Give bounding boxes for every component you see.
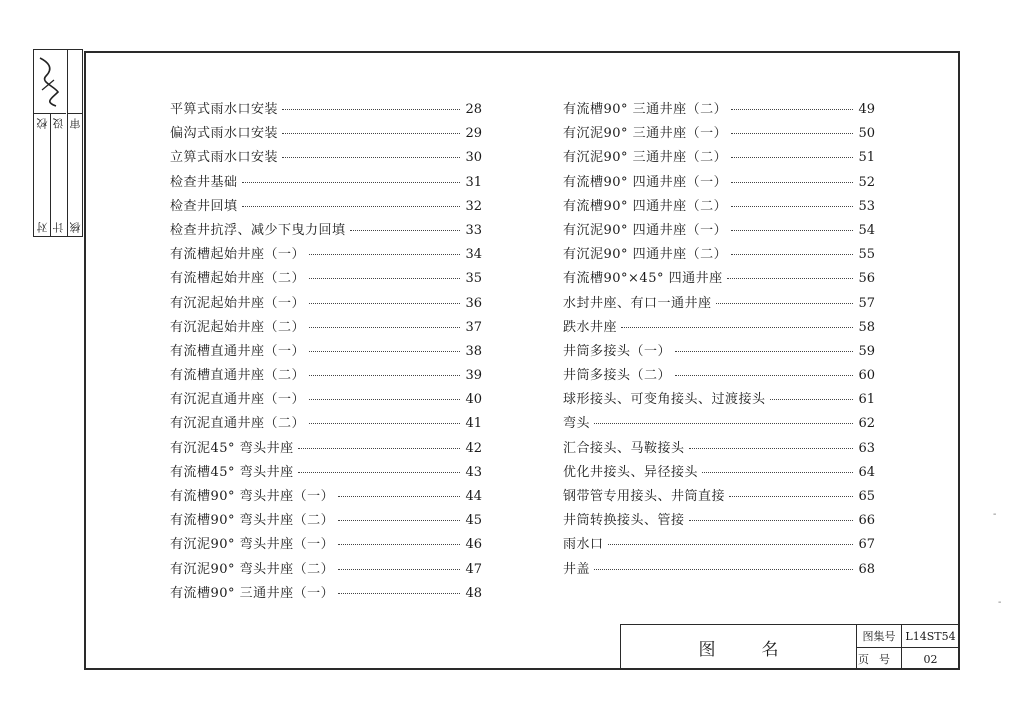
margin-mark: - (993, 509, 997, 520)
sidebar-text: 设 (52, 118, 65, 129)
dot-leader (731, 230, 853, 231)
sidebar-text: 对 (35, 222, 49, 233)
toc-entry-title: 有沉泥90° 三通井座（一） (563, 126, 728, 142)
toc-entry-page: 57 (858, 295, 875, 311)
margin-mark: - (998, 597, 1002, 608)
toc-entry-page: 52 (858, 174, 875, 190)
toc-entry-title: 有沉泥90° 四通井座（二） (563, 247, 728, 263)
dot-leader (338, 593, 460, 594)
toc-entry-title: 水封井座、有口一通井座 (563, 295, 712, 311)
toc-column-left (170, 98, 482, 606)
toc-entry-title: 有流槽起始井座（一） (170, 247, 306, 263)
toc-entry (563, 340, 875, 364)
toc-entry-page: 49 (858, 102, 875, 117)
toc-entry-page: 30 (465, 150, 482, 166)
toc-entry-page: 39 (465, 368, 482, 384)
toc-entry (170, 582, 482, 606)
dot-leader (338, 496, 460, 497)
dot-leader (594, 423, 853, 424)
dot-leader (338, 520, 460, 521)
atlas-number-label: 图集号 (857, 625, 902, 648)
dot-leader (716, 303, 853, 304)
toc-entry-title: 有流槽90° 三通井座（一） (170, 585, 335, 601)
toc-entry-title: 有流槽起始井座（二） (170, 271, 306, 287)
dot-leader (282, 109, 460, 110)
toc-entry (170, 509, 482, 533)
dot-leader (309, 399, 460, 400)
toc-entry-title: 有沉泥直通井座（二） (170, 416, 306, 432)
toc-entry-page: 44 (465, 489, 482, 504)
toc-entry-title: 有沉泥起始井座（二） (170, 319, 306, 335)
dot-leader (731, 109, 853, 110)
toc-entry-title: 有流槽90° 四通井座（一） (563, 174, 728, 190)
toc-entry-page: 37 (465, 319, 482, 335)
toc-entry-page: 28 (465, 102, 482, 117)
toc-entry-page: 54 (858, 222, 875, 238)
toc-entry (563, 558, 875, 582)
toc-entry-page: 41 (465, 416, 482, 432)
toc-entry-page: 58 (858, 319, 875, 335)
toc-entry (170, 316, 482, 340)
toc-entry-title: 跌水井座 (563, 319, 618, 335)
dot-leader (702, 472, 853, 473)
toc-entry-page: 63 (858, 440, 875, 456)
toc-entry-title: 球形接头、可变角接头、过渡接头 (563, 392, 766, 408)
toc-entry (563, 364, 875, 388)
toc-entry-title: 有流槽90° 三通井座（二） (563, 102, 728, 117)
dot-leader (309, 327, 460, 328)
toc-entry (170, 171, 482, 195)
toc-entry-page: 42 (465, 440, 482, 456)
toc-entry-title: 钢带管专用接头、井筒直接 (563, 489, 726, 504)
toc-entry-title: 优化井接头、异径接头 (563, 464, 699, 480)
toc-entry-title: 井筒多接头（一） (563, 343, 672, 359)
dot-leader (309, 375, 460, 376)
toc-entry (563, 219, 875, 243)
toc-entry (170, 558, 482, 582)
toc-entry (563, 412, 875, 436)
toc-entry-title: 检查井回填 (170, 198, 238, 214)
dot-leader (675, 351, 853, 352)
dot-leader (621, 327, 853, 328)
drawing-name-label: 图名 (621, 625, 857, 670)
toc-entry-page: 62 (858, 416, 875, 432)
dot-leader (731, 206, 853, 207)
toc-entry-page: 59 (858, 343, 875, 359)
sidebar-col-proofread (34, 113, 50, 237)
toc-entry (170, 195, 482, 219)
dot-leader (689, 520, 853, 521)
dot-leader (731, 133, 853, 134)
toc-entry (563, 195, 875, 219)
dot-leader (338, 544, 460, 545)
page-number-label: 页号 (857, 648, 902, 670)
toc-entry-page: 47 (465, 561, 482, 577)
toc-entry-page: 50 (858, 126, 875, 142)
toc-entry-title: 偏沟式雨水口安装 (170, 126, 279, 142)
toc-entry-page: 45 (465, 513, 482, 529)
dot-leader (731, 182, 853, 183)
signature-mark (34, 50, 67, 113)
toc-entry (170, 388, 482, 412)
toc-entry-page: 29 (465, 126, 482, 142)
dot-leader (282, 157, 460, 158)
toc-entry-page: 53 (858, 198, 875, 214)
toc-entry-page: 64 (858, 464, 875, 480)
page-number-value: 02 (923, 652, 938, 666)
toc-entry (563, 485, 875, 509)
toc-entry (563, 533, 875, 557)
toc-entry-title: 有沉泥直通井座（一） (170, 392, 306, 408)
sidebar-col-review (67, 113, 83, 237)
dot-leader (282, 133, 460, 134)
toc-entry-title: 有流槽直通井座（一） (170, 343, 306, 359)
toc-entry-title: 有沉泥90° 弯头井座（一） (170, 537, 335, 553)
toc-column-right (563, 98, 875, 582)
toc-entry (563, 243, 875, 267)
toc-entry-page: 43 (465, 464, 482, 480)
toc-entry (170, 146, 482, 170)
toc-entry-title: 有沉泥90° 弯头井座（二） (170, 561, 335, 577)
toc-entry-title: 井盖 (563, 561, 591, 577)
toc-entry-page: 67 (858, 537, 875, 553)
approval-sidebar (33, 49, 83, 237)
dot-leader (242, 182, 460, 183)
toc-entry-page: 61 (858, 392, 875, 408)
dot-leader (309, 254, 460, 255)
toc-entry (170, 461, 482, 485)
toc-entry-page: 33 (465, 222, 482, 238)
toc-entry-title: 井筒多接头（二） (563, 368, 672, 384)
sidebar-text: 核 (69, 222, 82, 233)
dot-leader (298, 448, 460, 449)
toc-entry-page: 35 (465, 271, 482, 287)
toc-entry (170, 219, 482, 243)
toc-entry (170, 412, 482, 436)
dot-leader (338, 569, 460, 570)
toc-entry-title: 检查井基础 (170, 174, 238, 190)
toc-entry-title: 汇合接头、马鞍接头 (563, 440, 685, 456)
toc-entry (563, 267, 875, 291)
toc-entry (563, 171, 875, 195)
toc-entry-title: 有流槽45° 弯头井座 (170, 464, 294, 480)
sidebar-text: 校 (35, 118, 49, 129)
toc-entry-title: 有流槽90° 四通井座（二） (563, 198, 728, 214)
toc-entry (563, 316, 875, 340)
dot-leader (350, 230, 460, 231)
dot-leader (594, 569, 853, 570)
toc-entry (170, 485, 482, 509)
toc-entry-page: 48 (465, 585, 482, 601)
dot-leader (309, 423, 460, 424)
dot-leader (731, 254, 853, 255)
toc-entry-page: 40 (465, 392, 482, 408)
toc-entry-page: 31 (465, 174, 482, 190)
toc-entry (170, 122, 482, 146)
toc-entry (563, 437, 875, 461)
toc-entry-page: 68 (858, 561, 875, 577)
toc-entry (170, 533, 482, 557)
toc-entry-title: 平箅式雨水口安装 (170, 102, 279, 117)
toc-entry-page: 36 (465, 295, 482, 311)
toc-entry-title: 有流槽90° 弯头井座（二） (170, 513, 335, 529)
toc-entry-page: 32 (465, 198, 482, 214)
dot-leader (298, 472, 460, 473)
toc-entry-page: 60 (858, 368, 875, 384)
toc-entry-page: 51 (858, 150, 875, 166)
toc-entry (170, 364, 482, 388)
dot-leader (309, 278, 460, 279)
toc-entry-page: 46 (465, 537, 482, 553)
toc-entry (170, 340, 482, 364)
toc-entry-title: 有沉泥90° 四通井座（一） (563, 222, 728, 238)
toc-entry-page: 55 (858, 247, 875, 263)
toc-entry (563, 98, 875, 122)
dot-leader (689, 448, 853, 449)
toc-entry-page: 65 (858, 489, 875, 504)
dot-leader (608, 544, 853, 545)
toc-entry-title: 有沉泥45° 弯头井座 (170, 440, 294, 456)
toc-entry (563, 122, 875, 146)
toc-entry (563, 388, 875, 412)
dot-leader (729, 496, 853, 497)
toc-entry-page: 66 (858, 513, 875, 529)
toc-entry-page: 56 (858, 271, 875, 287)
dot-leader (675, 375, 853, 376)
toc-entry-title: 有流槽直通井座（二） (170, 368, 306, 384)
sidebar-text: 审 (69, 118, 82, 129)
toc-entry-page: 38 (465, 343, 482, 359)
toc-entry (170, 437, 482, 461)
toc-entry-title: 雨水口 (563, 537, 604, 553)
toc-entry (170, 292, 482, 316)
title-block (620, 624, 960, 670)
toc-entry-title: 有沉泥起始井座（一） (170, 295, 306, 311)
toc-entry-title: 井筒转换接头、管接 (563, 513, 685, 529)
toc-entry (563, 509, 875, 533)
toc-entry (170, 98, 482, 122)
toc-entry-title: 有流槽90° 弯头井座（一） (170, 489, 335, 504)
toc-entry-title: 有流槽90°×45° 四通井座 (563, 271, 723, 287)
dot-leader (309, 303, 460, 304)
toc-entry (170, 243, 482, 267)
sidebar-col-design (50, 113, 66, 237)
toc-entry-title: 有沉泥90° 三通井座（二） (563, 150, 728, 166)
toc-entry-title: 弯头 (563, 416, 591, 432)
toc-entry-title: 立箅式雨水口安装 (170, 150, 279, 166)
dot-leader (770, 399, 853, 400)
toc-entry (563, 146, 875, 170)
toc-entry (563, 292, 875, 316)
dot-leader (242, 206, 460, 207)
sidebar-text: 计 (52, 222, 65, 233)
toc-entry-title: 检查井抗浮、减少下曳力回填 (170, 222, 346, 238)
atlas-number-value: L14ST54 (902, 625, 959, 648)
dot-leader (731, 157, 853, 158)
toc-entry (563, 461, 875, 485)
dot-leader (727, 278, 853, 279)
toc-entry-page: 34 (465, 247, 482, 263)
dot-leader (309, 351, 460, 352)
toc-entry (170, 267, 482, 291)
